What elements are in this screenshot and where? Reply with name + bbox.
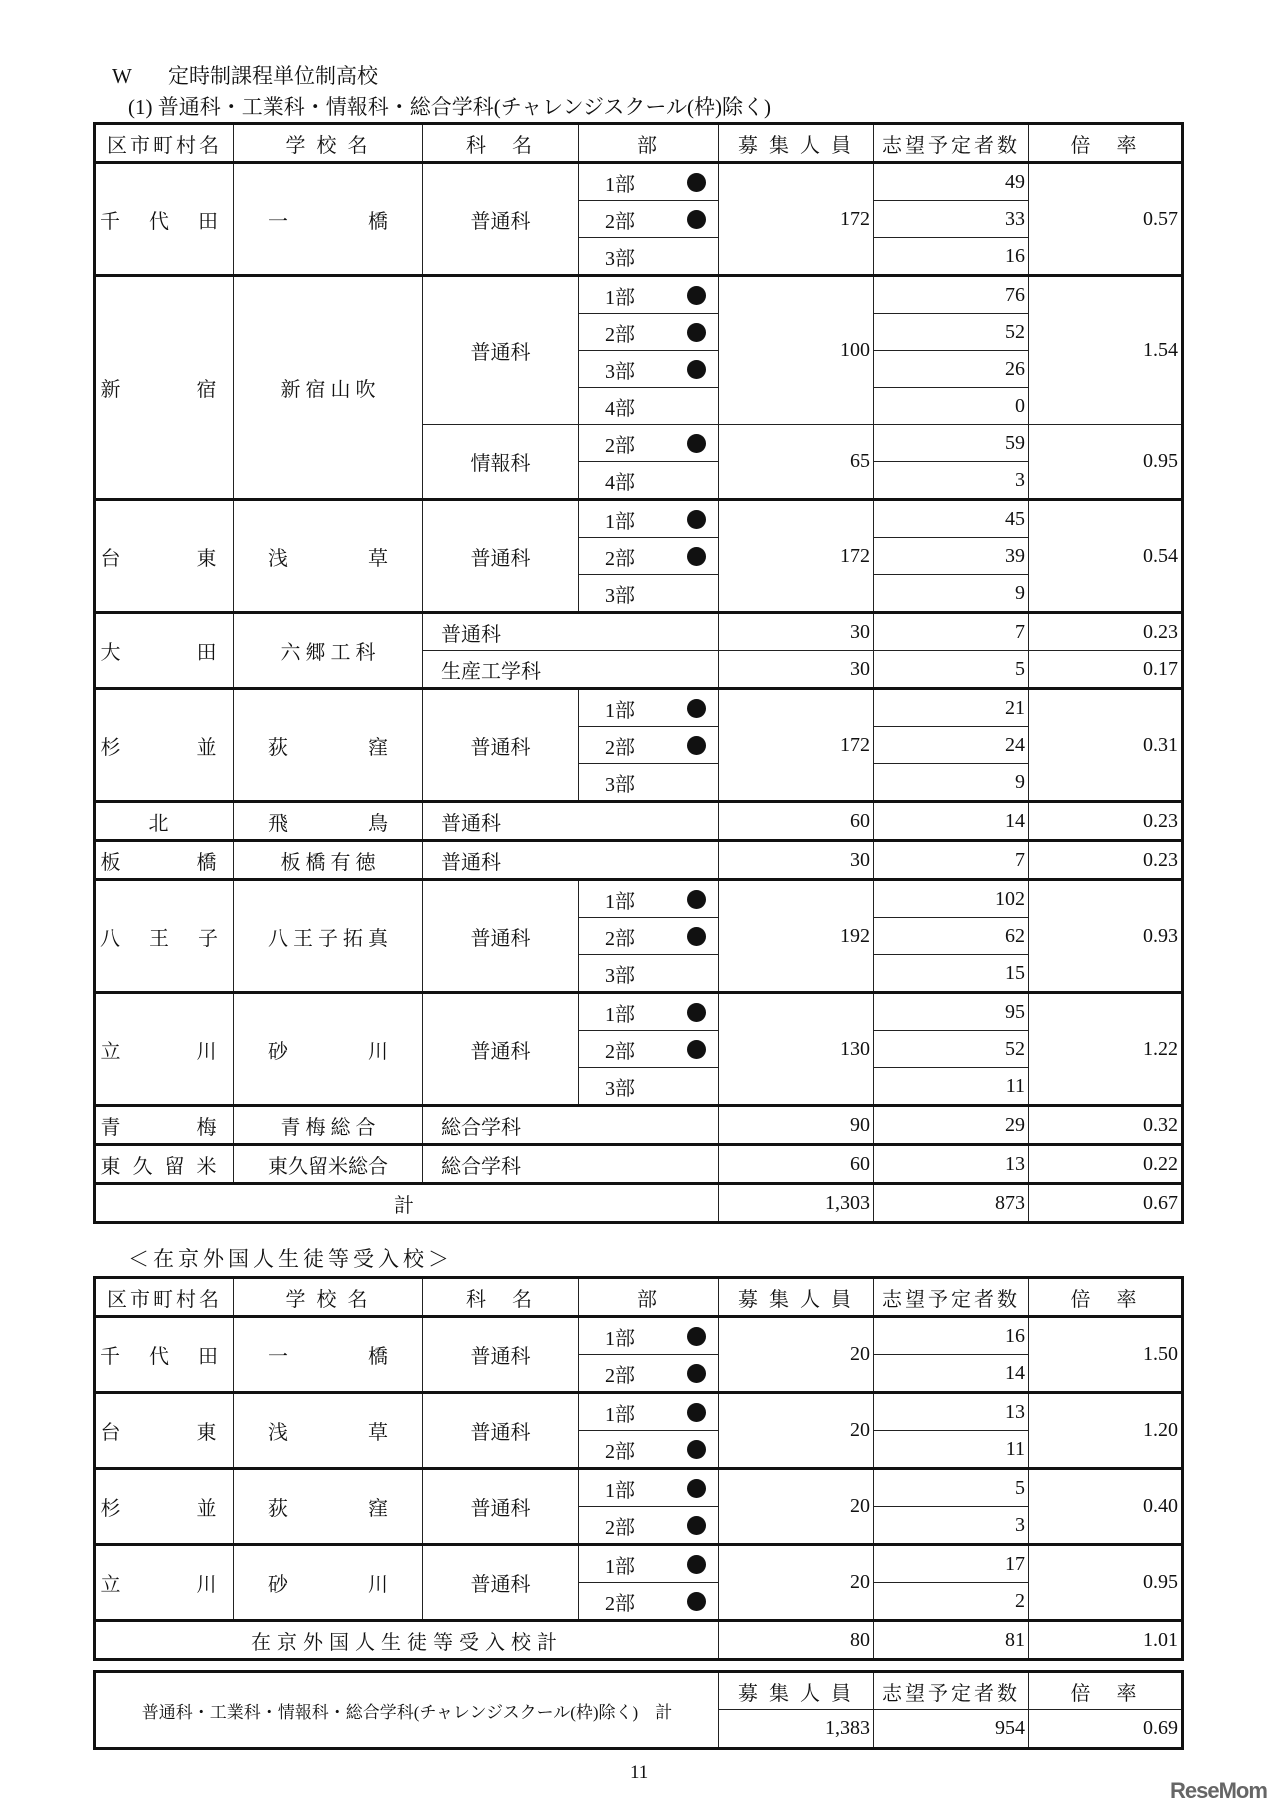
table-row xyxy=(95,1106,1183,1145)
summary-header-ratio: 倍 率 xyxy=(1029,1672,1183,1710)
summary-applicants: 954 xyxy=(874,1710,1029,1749)
part-cell xyxy=(579,918,719,955)
ratio: 0.31 xyxy=(1029,689,1183,802)
dot-marker xyxy=(687,699,706,718)
school-name: 飛 鳥 xyxy=(234,802,423,841)
part-label: 1部 xyxy=(605,510,635,533)
course-name: 総合学科 xyxy=(423,1145,719,1184)
part-cell xyxy=(579,314,719,351)
applicants: 62 xyxy=(874,918,1029,955)
applicants: 17 xyxy=(874,1545,1029,1583)
total-label: 計 xyxy=(95,1184,719,1223)
dot-marker xyxy=(687,1364,706,1383)
applicants: 52 xyxy=(874,1031,1029,1068)
part-label: 2部 xyxy=(605,434,635,457)
applicants: 15 xyxy=(874,955,1029,993)
table-row xyxy=(95,1317,1183,1355)
part-label: 2部 xyxy=(605,1440,635,1463)
part-cell xyxy=(579,276,719,314)
ward-name: 東久留米 xyxy=(95,1145,234,1184)
part-cell xyxy=(579,764,719,802)
dot-marker xyxy=(687,510,706,529)
part-cell xyxy=(579,500,719,538)
capacity: 30 xyxy=(719,613,874,651)
part-cell xyxy=(579,1393,719,1431)
table-row xyxy=(95,993,1183,1031)
table-row xyxy=(95,163,1183,201)
section-letter: W xyxy=(112,64,132,88)
total-ratio: 0.67 xyxy=(1029,1184,1183,1223)
school-name: 砂 川 xyxy=(234,1545,423,1621)
school-name: 浅 草 xyxy=(234,500,423,613)
part-cell xyxy=(579,880,719,918)
part-label: 3部 xyxy=(605,1077,635,1100)
capacity: 100 xyxy=(719,276,874,425)
course-name: 普通科 xyxy=(423,500,579,613)
part-cell xyxy=(579,993,719,1031)
part-label: 2部 xyxy=(605,927,635,950)
school-name: 砂 川 xyxy=(234,993,423,1106)
part-label: 1部 xyxy=(605,1479,635,1502)
foreign-students-table xyxy=(93,1276,1184,1661)
applicants: 2 xyxy=(874,1583,1029,1621)
part-cell xyxy=(579,1583,719,1621)
capacity: 65 xyxy=(719,425,874,500)
summary-ratio: 0.69 xyxy=(1029,1710,1183,1749)
table-row xyxy=(95,276,1183,314)
dot-marker xyxy=(687,1479,706,1498)
ratio: 0.23 xyxy=(1029,841,1183,880)
ratio: 0.93 xyxy=(1029,880,1183,993)
part-label: 1部 xyxy=(605,173,635,196)
course-name: 普通科 xyxy=(423,689,579,802)
applicants: 21 xyxy=(874,689,1029,727)
section-heading xyxy=(112,60,378,90)
part-label: 1部 xyxy=(605,1555,635,1578)
course-name: 総合学科 xyxy=(423,1106,719,1145)
applicants: 26 xyxy=(874,351,1029,388)
school-name: 一 橋 xyxy=(234,1317,423,1393)
applicants: 3 xyxy=(874,462,1029,500)
column-header: 志望予定者数 xyxy=(874,1278,1029,1317)
part-cell xyxy=(579,388,719,425)
column-header: 部 xyxy=(579,124,719,163)
total-label: 在京外国人生徒等受入校計 xyxy=(95,1621,719,1660)
foreign-heading: ＜在京外国人生徒等受入校＞ xyxy=(128,1247,453,1271)
ward-name: 大 田 xyxy=(95,613,234,689)
applicants: 33 xyxy=(874,201,1029,238)
school-name: 六 郷 工 科 xyxy=(234,613,423,689)
part-cell xyxy=(579,955,719,993)
part-cell xyxy=(579,1469,719,1507)
table-row xyxy=(95,1393,1183,1431)
dot-marker xyxy=(687,1555,706,1574)
applicants: 52 xyxy=(874,314,1029,351)
applicants: 95 xyxy=(874,993,1029,1031)
dot-marker xyxy=(687,736,706,755)
school-name: 新 宿 山 吹 xyxy=(234,276,423,500)
subsection-heading: (1) 普通科・工業科・情報科・総合学科(チャレンジスクール(枠)除く) xyxy=(128,95,771,119)
dot-marker xyxy=(687,210,706,229)
part-label: 1部 xyxy=(605,286,635,309)
ratio: 1.20 xyxy=(1029,1393,1183,1469)
part-cell xyxy=(579,163,719,201)
applicants: 9 xyxy=(874,764,1029,802)
course-name: 普通科 xyxy=(423,880,579,993)
part-cell xyxy=(579,351,719,388)
summary-table xyxy=(93,1670,1184,1750)
part-cell xyxy=(579,1355,719,1393)
part-label: 1部 xyxy=(605,890,635,913)
applicants: 11 xyxy=(874,1431,1029,1469)
part-cell xyxy=(579,1317,719,1355)
dot-marker xyxy=(687,286,706,305)
table-row xyxy=(95,880,1183,918)
dot-marker xyxy=(687,1440,706,1459)
applicants: 13 xyxy=(874,1145,1029,1184)
school-name: 東久留米総合 xyxy=(234,1145,423,1184)
dot-marker xyxy=(687,1327,706,1346)
ward-name: 新 宿 xyxy=(95,276,234,500)
course-name: 情報科 xyxy=(423,425,579,500)
applicants: 49 xyxy=(874,163,1029,201)
ward-name: 北 xyxy=(95,802,234,841)
column-header: 区市町村名 xyxy=(95,1278,234,1317)
column-header: 区市町村名 xyxy=(95,124,234,163)
course-name: 普通科 xyxy=(423,276,579,425)
ratio: 0.23 xyxy=(1029,613,1183,651)
applicants: 11 xyxy=(874,1068,1029,1106)
ratio: 0.22 xyxy=(1029,1145,1183,1184)
part-cell xyxy=(579,538,719,575)
capacity: 90 xyxy=(719,1106,874,1145)
part-cell xyxy=(579,575,719,613)
ward-name: 板 橋 xyxy=(95,841,234,880)
applicants: 0 xyxy=(874,388,1029,425)
capacity: 192 xyxy=(719,880,874,993)
part-label: 2部 xyxy=(605,547,635,570)
capacity: 20 xyxy=(719,1545,874,1621)
table-row xyxy=(95,841,1183,880)
school-name: 青 梅 総 合 xyxy=(234,1106,423,1145)
school-name: 板 橋 有 徳 xyxy=(234,841,423,880)
table-row xyxy=(95,613,1183,651)
table-row xyxy=(95,1145,1183,1184)
school-name: 浅 草 xyxy=(234,1393,423,1469)
page-number: 11 xyxy=(630,1762,649,1783)
ratio: 0.95 xyxy=(1029,425,1183,500)
total-ratio: 1.01 xyxy=(1029,1621,1183,1660)
ward-name: 立 川 xyxy=(95,1545,234,1621)
ward-name: 台 東 xyxy=(95,500,234,613)
school-name: 八 王 子 拓 真 xyxy=(234,880,423,993)
part-label: 4部 xyxy=(605,397,635,420)
applicants: 24 xyxy=(874,727,1029,764)
dot-marker xyxy=(687,1516,706,1535)
column-header: 科 名 xyxy=(423,124,579,163)
ward-name: 立 川 xyxy=(95,993,234,1106)
course-name: 生産工学科 xyxy=(423,651,719,689)
ratio: 0.57 xyxy=(1029,163,1183,276)
course-name: 普通科 xyxy=(423,1545,579,1621)
part-label: 2部 xyxy=(605,1040,635,1063)
applicants: 3 xyxy=(874,1507,1029,1545)
school-name: 荻 窪 xyxy=(234,689,423,802)
applicants: 76 xyxy=(874,276,1029,314)
ratio: 1.54 xyxy=(1029,276,1183,425)
resemom-logo: ReseMom xyxy=(1170,1778,1267,1803)
ward-name: 杉 並 xyxy=(95,689,234,802)
column-header: 学 校 名 xyxy=(234,124,423,163)
dot-marker xyxy=(687,360,706,379)
applicants: 14 xyxy=(874,802,1029,841)
column-header: 募 集 人 員 xyxy=(719,124,874,163)
ward-name: 青 梅 xyxy=(95,1106,234,1145)
part-cell xyxy=(579,1031,719,1068)
section-title: 定時制課程単位制高校 xyxy=(168,64,378,88)
part-cell xyxy=(579,201,719,238)
table-row xyxy=(95,1545,1183,1583)
part-cell xyxy=(579,1507,719,1545)
capacity: 20 xyxy=(719,1317,874,1393)
total-capacity: 80 xyxy=(719,1621,874,1660)
applicants: 7 xyxy=(874,613,1029,651)
dot-marker xyxy=(687,1592,706,1611)
ward-name: 千 代 田 xyxy=(95,163,234,276)
column-header: 倍 率 xyxy=(1029,124,1183,163)
part-label: 2部 xyxy=(605,736,635,759)
part-label: 3部 xyxy=(605,247,635,270)
course-name: 普通科 xyxy=(423,163,579,276)
capacity: 172 xyxy=(719,689,874,802)
part-label: 3部 xyxy=(605,773,635,796)
part-cell xyxy=(579,1431,719,1469)
table-row xyxy=(95,1469,1183,1507)
part-label: 3部 xyxy=(605,584,635,607)
course-name: 普通科 xyxy=(423,1317,579,1393)
part-cell xyxy=(579,238,719,276)
part-label: 1部 xyxy=(605,1403,635,1426)
total-row xyxy=(95,1621,1183,1660)
table-row xyxy=(95,802,1183,841)
dot-marker xyxy=(687,547,706,566)
applicants: 13 xyxy=(874,1393,1029,1431)
ward-name: 千 代 田 xyxy=(95,1317,234,1393)
ratio: 1.22 xyxy=(1029,993,1183,1106)
summary-header-capacity: 募 集 人 員 xyxy=(719,1672,874,1710)
column-header: 倍 率 xyxy=(1029,1278,1183,1317)
course-name: 普通科 xyxy=(423,841,719,880)
summary-header-applicants: 志望予定者数 xyxy=(874,1672,1029,1710)
column-header: 志望予定者数 xyxy=(874,124,1029,163)
course-name: 普通科 xyxy=(423,613,719,651)
part-label: 3部 xyxy=(605,964,635,987)
capacity: 20 xyxy=(719,1393,874,1469)
table-row xyxy=(95,500,1183,538)
school-name: 一 橋 xyxy=(234,163,423,276)
total-applicants: 873 xyxy=(874,1184,1029,1223)
applicants: 5 xyxy=(874,1469,1029,1507)
part-label: 1部 xyxy=(605,1003,635,1026)
column-header: 募 集 人 員 xyxy=(719,1278,874,1317)
ratio: 0.32 xyxy=(1029,1106,1183,1145)
part-label: 2部 xyxy=(605,1364,635,1387)
ward-name: 台 東 xyxy=(95,1393,234,1469)
part-label: 2部 xyxy=(605,210,635,233)
capacity: 130 xyxy=(719,993,874,1106)
dot-marker xyxy=(687,1003,706,1022)
ratio: 0.23 xyxy=(1029,802,1183,841)
total-capacity: 1,303 xyxy=(719,1184,874,1223)
main-table xyxy=(93,122,1184,1224)
course-name: 普通科 xyxy=(423,993,579,1106)
applicants: 16 xyxy=(874,238,1029,276)
dot-marker xyxy=(687,927,706,946)
total-applicants: 81 xyxy=(874,1621,1029,1660)
part-label: 3部 xyxy=(605,360,635,383)
capacity: 30 xyxy=(719,841,874,880)
course-name: 普通科 xyxy=(423,1469,579,1545)
column-header: 部 xyxy=(579,1278,719,1317)
part-label: 1部 xyxy=(605,1327,635,1350)
applicants: 5 xyxy=(874,651,1029,689)
ratio: 0.17 xyxy=(1029,651,1183,689)
dot-marker xyxy=(687,1040,706,1059)
dot-marker xyxy=(687,173,706,192)
course-name: 普通科 xyxy=(423,802,719,841)
applicants: 59 xyxy=(874,425,1029,462)
part-cell xyxy=(579,462,719,500)
dot-marker xyxy=(687,323,706,342)
dot-marker xyxy=(687,434,706,453)
total-row xyxy=(95,1184,1183,1223)
column-header: 学 校 名 xyxy=(234,1278,423,1317)
part-cell xyxy=(579,727,719,764)
part-label: 1部 xyxy=(605,699,635,722)
ratio: 0.95 xyxy=(1029,1545,1183,1621)
capacity: 60 xyxy=(719,1145,874,1184)
capacity: 172 xyxy=(719,163,874,276)
table-row xyxy=(95,689,1183,727)
part-label: 4部 xyxy=(605,471,635,494)
part-cell xyxy=(579,689,719,727)
capacity: 20 xyxy=(719,1469,874,1545)
part-label: 2部 xyxy=(605,323,635,346)
part-cell xyxy=(579,425,719,462)
summary-label: 普通科・工業科・情報科・総合学科(チャレンジスクール(枠)除く) 計 xyxy=(95,1672,719,1749)
applicants: 45 xyxy=(874,500,1029,538)
column-header: 科 名 xyxy=(423,1278,579,1317)
applicants: 102 xyxy=(874,880,1029,918)
applicants: 29 xyxy=(874,1106,1029,1145)
applicants: 16 xyxy=(874,1317,1029,1355)
applicants: 39 xyxy=(874,538,1029,575)
applicants: 7 xyxy=(874,841,1029,880)
dot-marker xyxy=(687,890,706,909)
ratio: 0.40 xyxy=(1029,1469,1183,1545)
part-label: 2部 xyxy=(605,1592,635,1615)
part-cell xyxy=(579,1068,719,1106)
ratio: 1.50 xyxy=(1029,1317,1183,1393)
ward-name: 杉 並 xyxy=(95,1469,234,1545)
part-label: 2部 xyxy=(605,1516,635,1539)
applicants: 14 xyxy=(874,1355,1029,1393)
course-name: 普通科 xyxy=(423,1393,579,1469)
capacity: 172 xyxy=(719,500,874,613)
ward-name: 八 王 子 xyxy=(95,880,234,993)
part-cell xyxy=(579,1545,719,1583)
dot-marker xyxy=(687,1403,706,1422)
summary-capacity: 1,383 xyxy=(719,1710,874,1749)
capacity: 30 xyxy=(719,651,874,689)
school-name: 荻 窪 xyxy=(234,1469,423,1545)
applicants: 9 xyxy=(874,575,1029,613)
capacity: 60 xyxy=(719,802,874,841)
ratio: 0.54 xyxy=(1029,500,1183,613)
